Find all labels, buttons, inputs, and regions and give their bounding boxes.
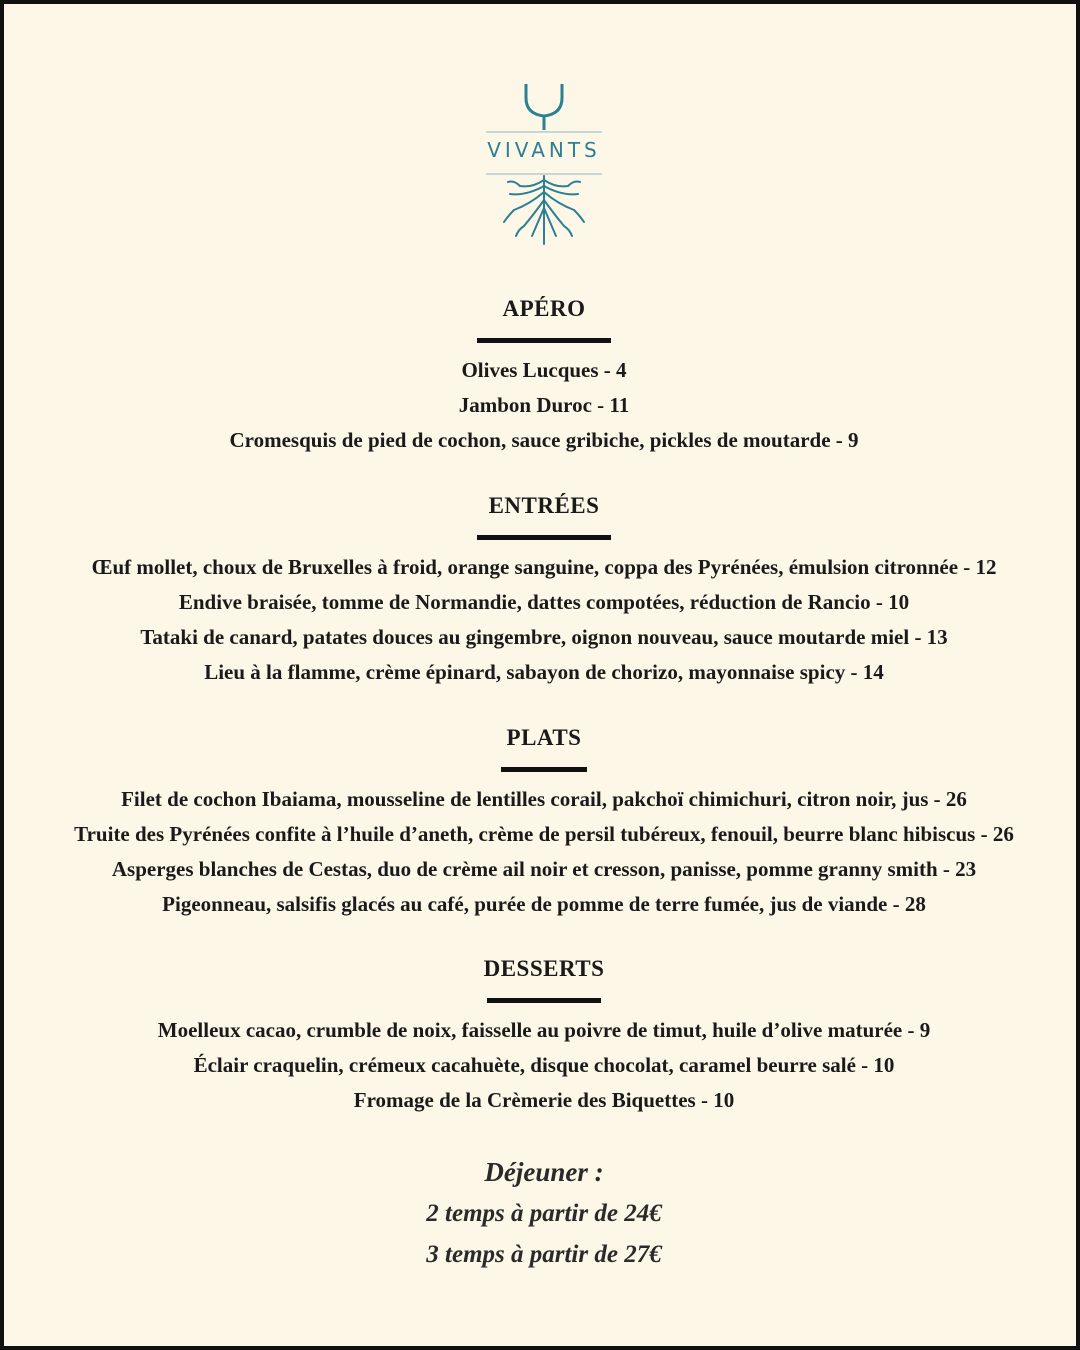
- section-divider: [477, 338, 611, 343]
- menu-item: Pigeonneau, salsifis glacés au café, purée de pomme de terre fumée, jus de viande - 28: [162, 892, 926, 916]
- brand-logo: [474, 76, 614, 248]
- menu-item: Fromage de la Crèmerie des Biquettes - 10: [353, 1088, 735, 1112]
- section-title: PLATS: [506, 725, 582, 750]
- menu-item: Tataki de canard, patates douces au gingembre, oignon nouveau, sauce moutarde miel - 13: [140, 625, 948, 649]
- menu-item: Olives Lucques - 4: [461, 358, 627, 382]
- menu-item: Truite des Pyrénées confite à l’huile d’aneth, crème de persil tubéreux, fenouil, beurre blanc hibiscus - 26: [74, 822, 1014, 846]
- menu-item: Éclair craquelin, crémeux cacahuète, disque chocolat, caramel beurre salé - 10: [193, 1053, 895, 1077]
- section-title: DESSERTS: [483, 956, 605, 981]
- section-title: ENTRÉES: [488, 493, 600, 518]
- section-title: APÉRO: [502, 296, 586, 321]
- lunch-offer: [4, 1152, 1080, 1275]
- lunch-line: 3 temps à partir de 27€: [426, 1241, 662, 1268]
- lunch-line: 2 temps à partir de 24€: [426, 1200, 662, 1227]
- wine-glass-roots-logo-icon: [474, 76, 614, 248]
- section-divider: [487, 998, 601, 1003]
- lunch-title: Déjeuner :: [484, 1157, 604, 1187]
- section-divider: [477, 535, 611, 540]
- menu-item: Filet de cochon Ibaiama, mousseline de lentilles corail, pakchoï chimichuri, citron noir, jus - 26: [121, 787, 967, 811]
- menu-item: Lieu à la flamme, crème épinard, sabayon de chorizo, mayonnaise spicy - 14: [204, 660, 884, 684]
- brand-name: VIVANTS: [487, 138, 601, 162]
- menu-item: Endive braisée, tomme de Normandie, dattes compotées, réduction de Rancio - 10: [178, 590, 910, 614]
- section-apero: [4, 296, 1080, 458]
- menu-item: Asperges blanches de Cestas, duo de crème ail noir et cresson, panisse, pomme granny smith - 23: [111, 857, 977, 881]
- section-divider: [501, 767, 587, 772]
- section-plats: [4, 725, 1080, 922]
- menu-item: Cromesquis de pied de cochon, sauce gribiche, pickles de moutarde - 9: [229, 428, 859, 452]
- section-desserts: [4, 956, 1080, 1118]
- menu-item: Moelleux cacao, crumble de noix, faisselle au poivre de timut, huile d’olive maturée - 9: [157, 1018, 931, 1042]
- menu-item: Jambon Duroc - 11: [458, 393, 630, 417]
- section-entrees: [4, 493, 1080, 690]
- menu-item: Œuf mollet, choux de Bruxelles à froid, orange sanguine, coppa des Pyrénées, émulsion citronnée - 12: [91, 555, 997, 579]
